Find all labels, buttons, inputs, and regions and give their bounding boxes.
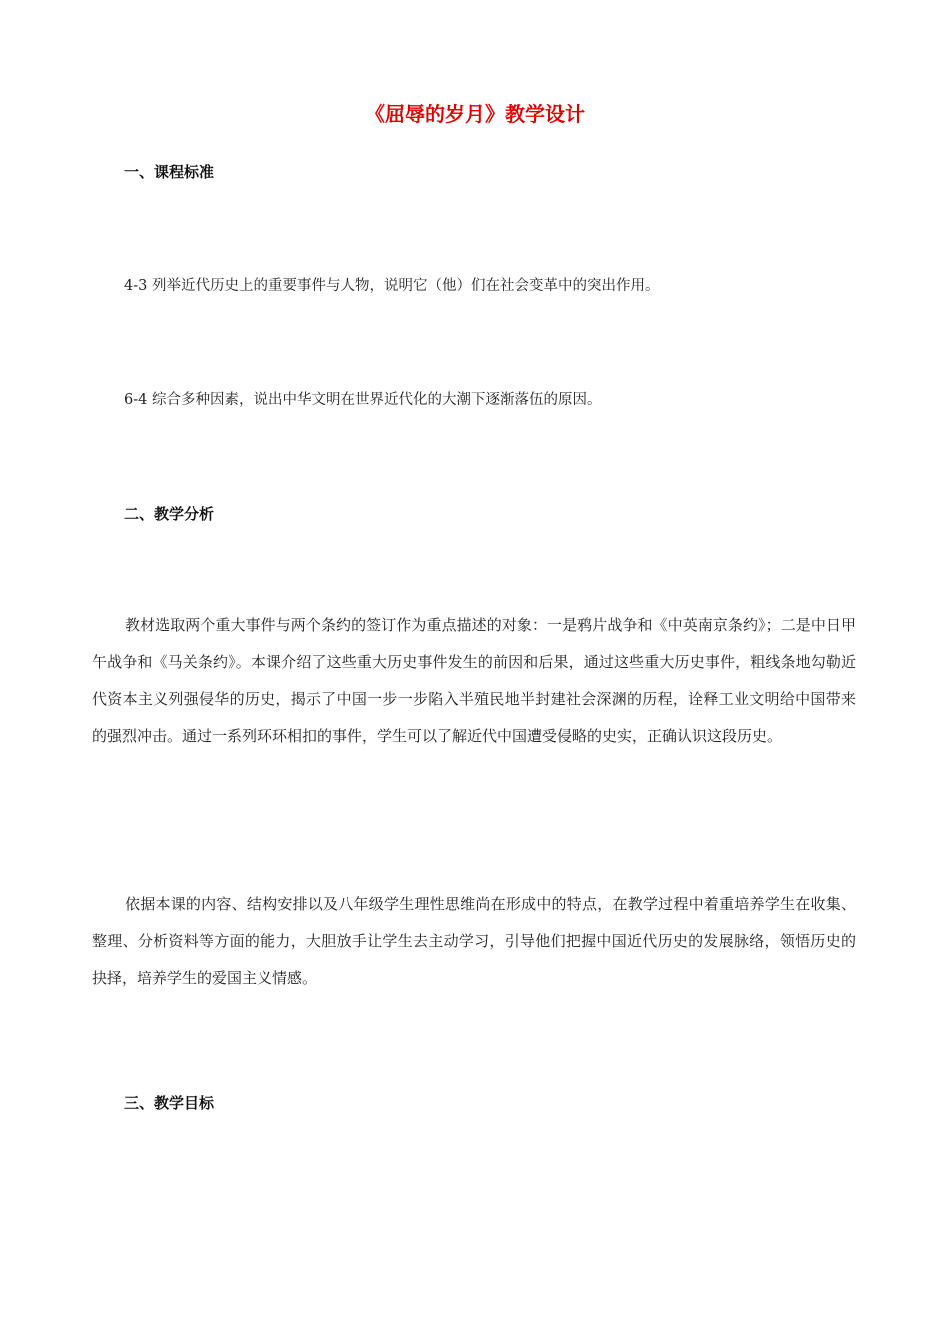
standard-item-4-3: 4-3 列举近代历史上的重要事件与人物，说明它（他）们在社会变革中的突出作用。 [124, 278, 660, 294]
analysis-paragraph-textbook: 教材选取两个重大事件与两个条约的签订作为重点描述的对象：一是鸦片战争和《中英南京条约》；二是中日甲午战争和《马关条约》。本课介绍了这些重大历史事件发生的前因和后果，通过这些重大历史事件，粗线条地勾勒近代资本主义列强侵华的历史，揭示了中国一步一步陷入半殖民地半封建社会深渊的历程，诠释工业文明给中国带来的强烈冲击。通过一系列环环相扣的事件，学生可以了解近代中国遭受侵略的史实，正确认识这段历史。 [92, 616, 856, 745]
document-title: 《屈辱的岁月》教学设计 [365, 102, 585, 126]
analysis-paragraph-approach: 依据本课的内容、结构安排以及八年级学生理性思维尚在形成中的特点，在教学过程中着重培养学生在收集、整理、分析资料等方面的能力，大胆放手让学生去主动学习，引导他们把握中国近代历史的发展脉络，领悟历史的抉择，培养学生的爱国主义情感。 [92, 895, 856, 987]
standard-item-6-4: 6-4 综合多种因素，说出中华文明在世界近代化的大潮下逐渐落伍的原因。 [124, 392, 602, 408]
section-heading-curriculum-standards: 一、课程标准 [124, 163, 215, 181]
section-heading-teaching-objectives: 三、教学目标 [124, 1094, 215, 1112]
section-heading-teaching-analysis: 二、教学分析 [124, 505, 215, 523]
